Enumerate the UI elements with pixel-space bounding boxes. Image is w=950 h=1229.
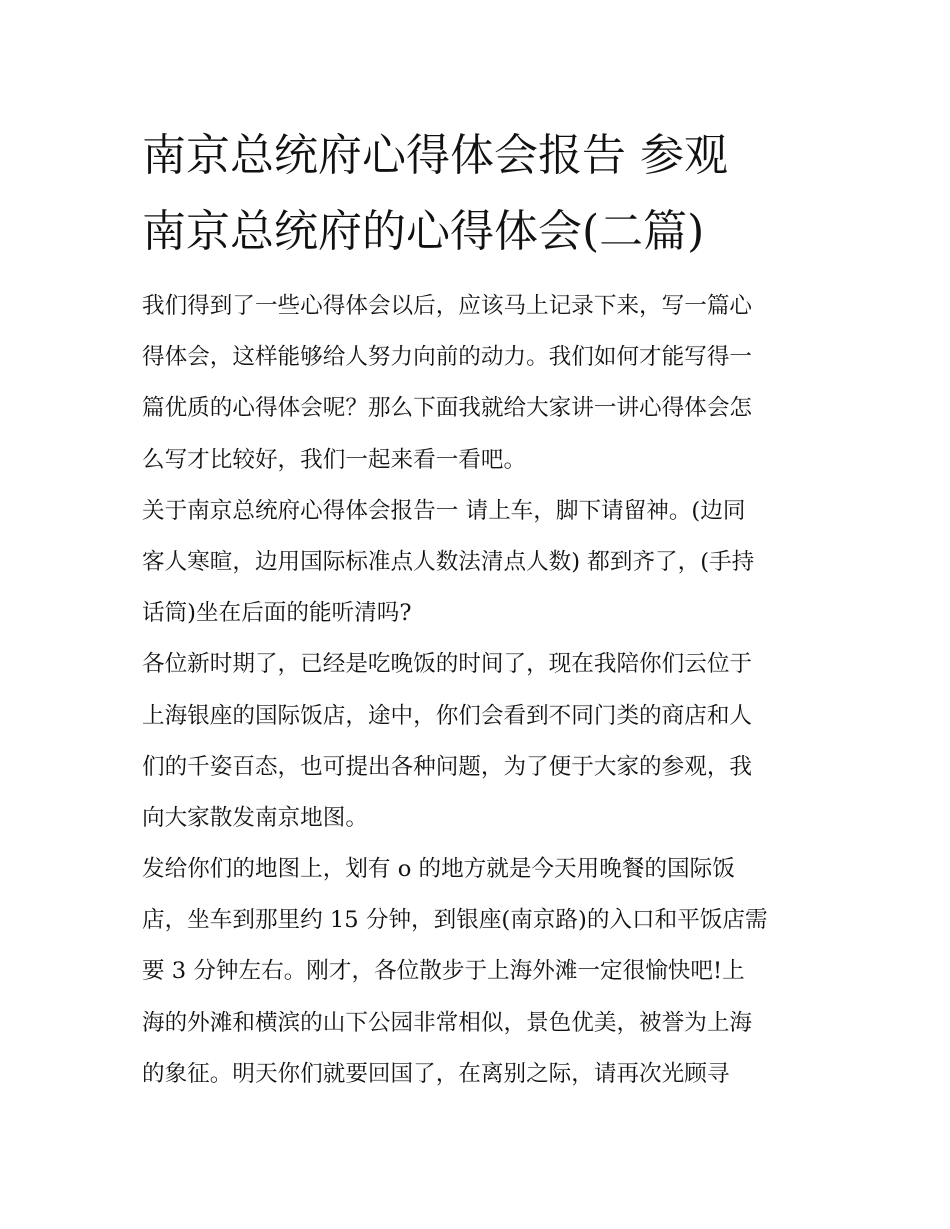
- text-line: 向大家散发南京地图。: [142, 804, 368, 831]
- text-line: 得体会，这样能够给人努力向前的动力。我们如何才能写得一: [142, 344, 753, 371]
- text-line: 海的外滩和横滨的山下公园非常相似，景色优美，被誉为上海: [142, 1009, 753, 1036]
- text-line: 么写才比较好，我们一起来看一看吧。: [142, 446, 527, 473]
- text-line: 客人寒暄，边用国际标准点人数法清点人数) 都到齐了，(手持: [142, 548, 755, 575]
- text-line: 发给你们的地图上，划有 o 的地方就是今天用晚餐的国际饭: [142, 856, 735, 883]
- text-line: 各位新时期了，已经是吃晚饭的时间了，现在我陪你们云位于: [142, 651, 753, 678]
- title-line-2: 南京总统府的心得体会(二篇): [142, 206, 705, 257]
- text-line: 我们得到了一些心得体会以后，应该马上记录下来，写一篇心: [142, 293, 753, 319]
- title-line-1: 南京总统府心得体会报告 参观: [142, 130, 728, 181]
- document-title: [142, 118, 822, 270]
- text-line: 们的千姿百态，也可提出各种问题，为了便于大家的参观，我: [142, 753, 753, 780]
- text-line: 上海银座的国际饭店，途中，你们会看到不同门类的商店和人: [142, 702, 753, 729]
- text-line: 篇优质的心得体会呢？那么下面我就给大家讲一讲心得体会怎: [142, 395, 753, 422]
- text-line: 话筒)坐在后面的能听清吗?: [142, 600, 412, 627]
- text-line: 店，坐车到那里约 15 分钟，到银座(南京路)的入口和平饭店需: [142, 907, 768, 934]
- text-line: 要 3 分钟左右。刚才，各位散步于上海外滩一定很愉快吧!上: [142, 958, 745, 985]
- text-line: 关于南京总统府心得体会报告一 请上车，脚下请留神。(边同: [142, 497, 746, 524]
- document-body: [142, 281, 822, 1100]
- text-line: 的象征。明天你们就要回国了，在离别之际，请再次光顾寻: [142, 1060, 730, 1087]
